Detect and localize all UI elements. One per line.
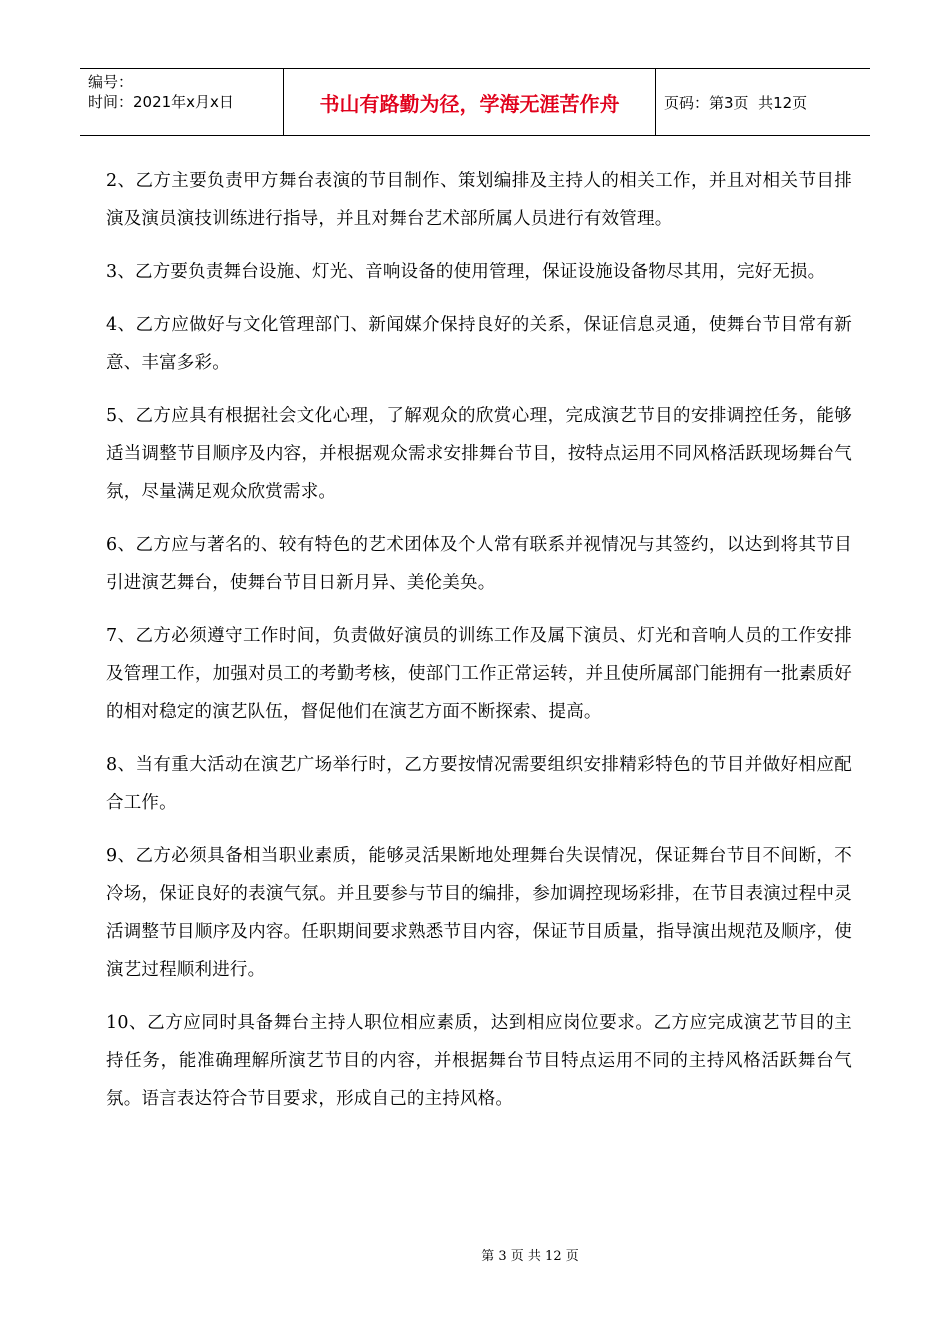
clause-4: 4、乙方应做好与文化管理部门、新闻媒介保持良好的关系，保证信息灵通，使舞台节目常有新意、丰富多彩。: [106, 315, 852, 373]
document-date: 时间：2021年x月x日: [88, 93, 234, 111]
clause-5: 5、乙方应具有根据社会文化心理，了解观众的欣赏心理，完成演艺节目的安排调控任务，能够适当调整节目顺序及内容，并根据观众需求安排舞台节目，按特点运用不同风格活跃现场舞台气氛，尽量满足观众欣赏需求。: [106, 406, 852, 502]
clause-8: 8、当有重大活动在演艺广场举行时，乙方要按情况需要组织安排精彩特色的节目并做好相应配合工作。: [106, 755, 852, 813]
clause-7: 7、乙方必须遵守工作时间，负责做好演员的训练工作及属下演员、灯光和音响人员的工作安排及管理工作，加强对员工的考勤考核，使部门工作正常运转，并且使所属部门能拥有一批素质好的相对稳定的演艺队伍，督促他们在演艺方面不断探索、提高。: [106, 626, 852, 722]
clause-10: 10、乙方应同时具备舞台主持人职位相应素质，达到相应岗位要求。乙方应完成演艺节目的主持任务，能准确理解所演艺节目的内容，并根据舞台节目特点运用不同的主持风格活跃舞台气氛。语言表达符合节目要求，形成自己的主持风格。: [106, 1013, 852, 1109]
page-footer: 第 3 页 共 12 页: [481, 1249, 579, 1264]
header-page-code: 页码：第3页 共12页: [664, 93, 808, 112]
clause-9: 9、乙方必须具备相当职业素质，能够灵活果断地处理舞台失误情况，保证舞台节目不间断，不冷场，保证良好的表演气氛。并且要参与节目的编排，参加调控现场彩排，在节目表演过程中灵活调整节目顺序及内容。任职期间要求熟悉节目内容，保证节目质量，指导演出规范及顺序，使演艺过程顺利进行。: [106, 846, 852, 980]
document-body: [106, 162, 852, 1133]
clause-2: 2、乙方主要负责甲方舞台表演的节目制作、策划编排及主持人的相关工作，并且对相关节目排演及演员演技训练进行指导，并且对舞台艺术部所属人员进行有效管理。: [106, 171, 852, 229]
header-motto: 书山有路勤为径，学海无涯苦作舟: [283, 69, 656, 135]
clause-6: 6、乙方应与著名的、较有特色的艺术团体及个人常有联系并视情况与其签约，以达到将其节目引进演艺舞台，使舞台节目日新月异、美伦美奂。: [106, 535, 852, 593]
page-header: [80, 68, 870, 136]
clause-3: 3、乙方要负责舞台设施、灯光、音响设备的使用管理，保证设施设备物尽其用，完好无损。: [106, 262, 826, 282]
document-number-label: 编号：: [88, 73, 134, 91]
header-meta: [80, 69, 283, 135]
